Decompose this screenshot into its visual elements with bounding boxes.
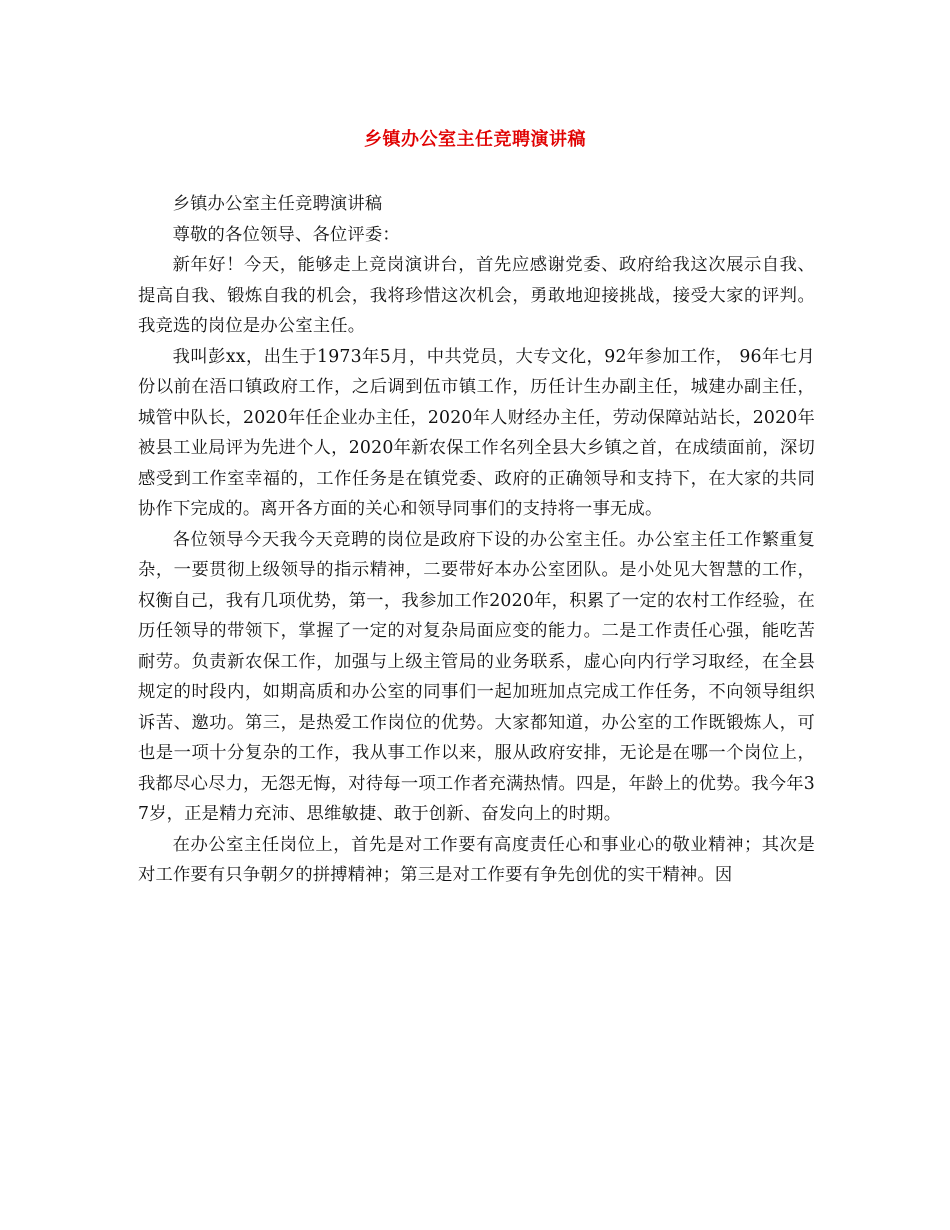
document-title: 乡镇办公室主任竞聘演讲稿 xyxy=(364,129,586,150)
paragraph-salutation: 尊敬的各位领导、各位评委： xyxy=(172,224,400,245)
paragraph-greeting: 新年好！今天，能够走上竞岗演讲台，首先应感谢党委、政府给我这次展示自我、提高自我、锻炼自我的机会，我将珍惜这次机会，勇敢地迎接挑战，接受大家的评判。我竞选的岗位是办公室主任。 xyxy=(138,255,815,336)
paragraph-heading: 乡镇办公室主任竞聘演讲稿 xyxy=(172,194,383,214)
paragraph-advantages: 各位领导今天我今天竞聘的岗位是政府下设的办公室主任。办公室主任工作繁重复杂，一要贯彻上级领导的指示精神，二要带好本办公室团队。是小处见大智慧的工作，权衡自己，我有几项优势，第一，我参加工作2020年，积累了一定的农村工作经验，在历任领导的带领下，掌握了一定的对复杂局面应变的能力。二是工作责任心强，能吃苦耐劳。负责新农保工作，加强与上级主管局的业务联系，虚心向内行学习取经，在全县规定的时段内，如期高质和办公室的同事们一起加班加点完成工作任务，不向领导组织诉苦、邀功。第三，是热爱工作岗位的优势。大家都知道，办公室的工作既锻炼人，可也是一项十分复杂的工作，我从事工作以来，服从政府安排，无论是在哪一个岗位上，我都尽心尽力，无怨无悔，对待每一项工作者充满热情。四是，年龄上的优势。我今年37岁，正是精力充沛、思维敏捷、敢于创新、奋发向上的时期。 xyxy=(138,529,815,824)
document-body xyxy=(138,189,815,891)
paragraph-work-attitude: 在办公室主任岗位上，首先是对工作要有高度责任心和事业心的敬业精神；其次是对工作要有只争朝夕的拼搏精神；第三是对工作要有争先创优的实干精神。因 xyxy=(138,834,815,885)
paragraph-self-introduction: 我叫彭xx，出生于1973年5月，中共党员，大专文化，92年参加工作， 96年七月份以前在浯口镇政府工作，之后调到伍市镇工作，历任计生办副主任，城建办副主任，城管中队长，2020年任企业办主任，2020年人财经办主任，劳动保障站站长，2020年被县工业局评为先进个人，2020年新农保工作名列全县大乡镇之首，在成绩面前，深切感受到工作室幸福的，工作任务是在镇党委、政府的正确领导和支持下，在大家的共同协作下完成的。离开各方面的关心和领导同事们的支持将一事无成。 xyxy=(138,346,815,519)
